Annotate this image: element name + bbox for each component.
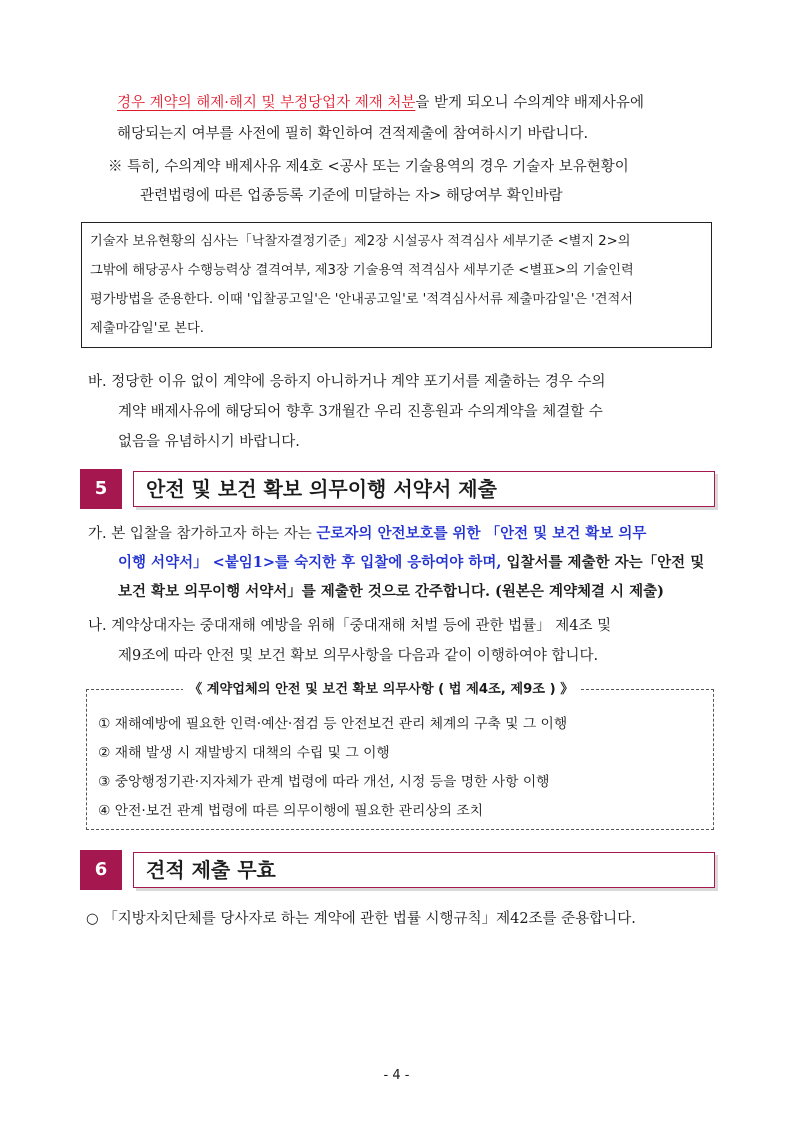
technician-notice-box bbox=[81, 222, 712, 348]
intro-line-1 bbox=[117, 93, 644, 113]
duty-item-4: ④ 안전·보건 관계 법령에 따른 의무이행에 필요한 관리상의 조치 bbox=[98, 803, 484, 819]
item-na-line-1: 나. 계약상대자는 중대재해 예방을 위해「중대재해 처벌 등에 관한 법률」 제4조 및 bbox=[88, 618, 612, 634]
item-ga-bold-2: 입찰서를 제출한 자는「안전 및 bbox=[501, 554, 705, 571]
item-ga-highlight-1: 근로자의 안전보호를 위한 「안전 및 보건 확보 의무 bbox=[316, 525, 647, 542]
notice-line-3: 평가방법을 준용한다. 이때 '입찰공고일'은 '안내공고일'로 '적격심사서류 제출마감일'은 '견적서 bbox=[90, 292, 633, 307]
item-ba-line-2: 계약 배제사유에 해당되어 향후 3개월간 우리 진흥원과 수의계약을 체결할 수 bbox=[118, 404, 603, 420]
intro-line-2: 해당되는지 여부를 사전에 필히 확인하여 견적제출에 참여하시기 바랍니다. bbox=[117, 126, 589, 142]
item-ga-prefix: 가. 본 입찰을 참가하고자 하는 자는 bbox=[88, 526, 317, 542]
duty-item-3: ③ 중앙행정기관·지자체가 관계 법령에 따라 개선, 시정 등을 명한 사항 이행 bbox=[98, 774, 550, 790]
item-ba-line-3: 없음을 유념하시기 바랍니다. bbox=[118, 434, 300, 450]
duty-item-1: ① 재해예방에 필요한 인력·예산·점검 등 안전보건 관리 체계의 구축 및 그 이행 bbox=[98, 716, 568, 732]
item-ba-line-1: 바. 정당한 이유 없이 계약에 응하지 아니하거나 계약 포기서를 제출하는 경우 수의 bbox=[88, 374, 606, 390]
intro-note-line-2: 관련법령에 따른 업종등록 기준에 미달하는 자> 해당여부 확인바람 bbox=[140, 188, 563, 204]
notice-line-4: 제출마감일'로 본다. bbox=[90, 321, 204, 336]
item-ga-line-3: 보건 확보 의무이행 서약서」를 제출한 것으로 간주합니다. (원본은 계약체결 시 제출) bbox=[118, 583, 664, 600]
item-ga-highlight-2: 이행 서약서」 <붙임1>를 숙지한 후 입찰에 응하여야 하며, bbox=[118, 554, 502, 571]
section-5-title: 안전 및 보건 확보 의무이행 서약서 제출 bbox=[146, 477, 497, 501]
intro-line-1-rest: 을 받게 되오니 수의계약 배제사유에 bbox=[415, 95, 644, 111]
duties-title: 《 계약업체의 안전 및 보건 확보 의무사항 ( 법 제4조, 제9조 ) 》 bbox=[183, 681, 579, 699]
notice-line-1: 기술자 보유현황의 심사는「낙찰자결정기준」제2장 시설공사 적격심사 세부기준 <별지 2>의 bbox=[90, 234, 631, 249]
intro-sanction-highlight: 경우 계약의 해제·해지 및 부정당업자 제재 처분 bbox=[117, 95, 416, 111]
item-na-line-2: 제9조에 따라 안전 및 보건 확보 의무사항을 다음과 같이 이행하여야 합니다. bbox=[118, 648, 599, 664]
notice-line-2: 그밖에 해당공사 수행능력상 결격여부, 제3장 기술용역 적격심사 세부기준 <별표>의 기술인력 bbox=[90, 263, 634, 278]
item-ga-line-1 bbox=[88, 524, 646, 544]
duty-item-2: ② 재해 발생 시 재발방지 대책의 수립 및 그 이행 bbox=[98, 745, 390, 761]
page-number: - 4 - bbox=[383, 1068, 410, 1083]
section-6-text: ○ 「지방자치단체를 당사자로 하는 계약에 관한 법률 시행규칙」제42조를 준용합니다. bbox=[86, 911, 636, 927]
item-ga-line-2 bbox=[118, 553, 704, 573]
section-6-title: 견적 제출 무효 bbox=[146, 858, 276, 882]
section-5-heading-box bbox=[133, 471, 715, 507]
section-6-number: 6 bbox=[80, 850, 122, 890]
section-5-number: 5 bbox=[80, 469, 122, 509]
intro-note-line-1: ※ 특히, 수의계약 배제사유 제4호 <공사 또는 기술용역의 경우 기술자 보유현황이 bbox=[108, 159, 629, 175]
section-6-heading-box bbox=[133, 852, 715, 888]
